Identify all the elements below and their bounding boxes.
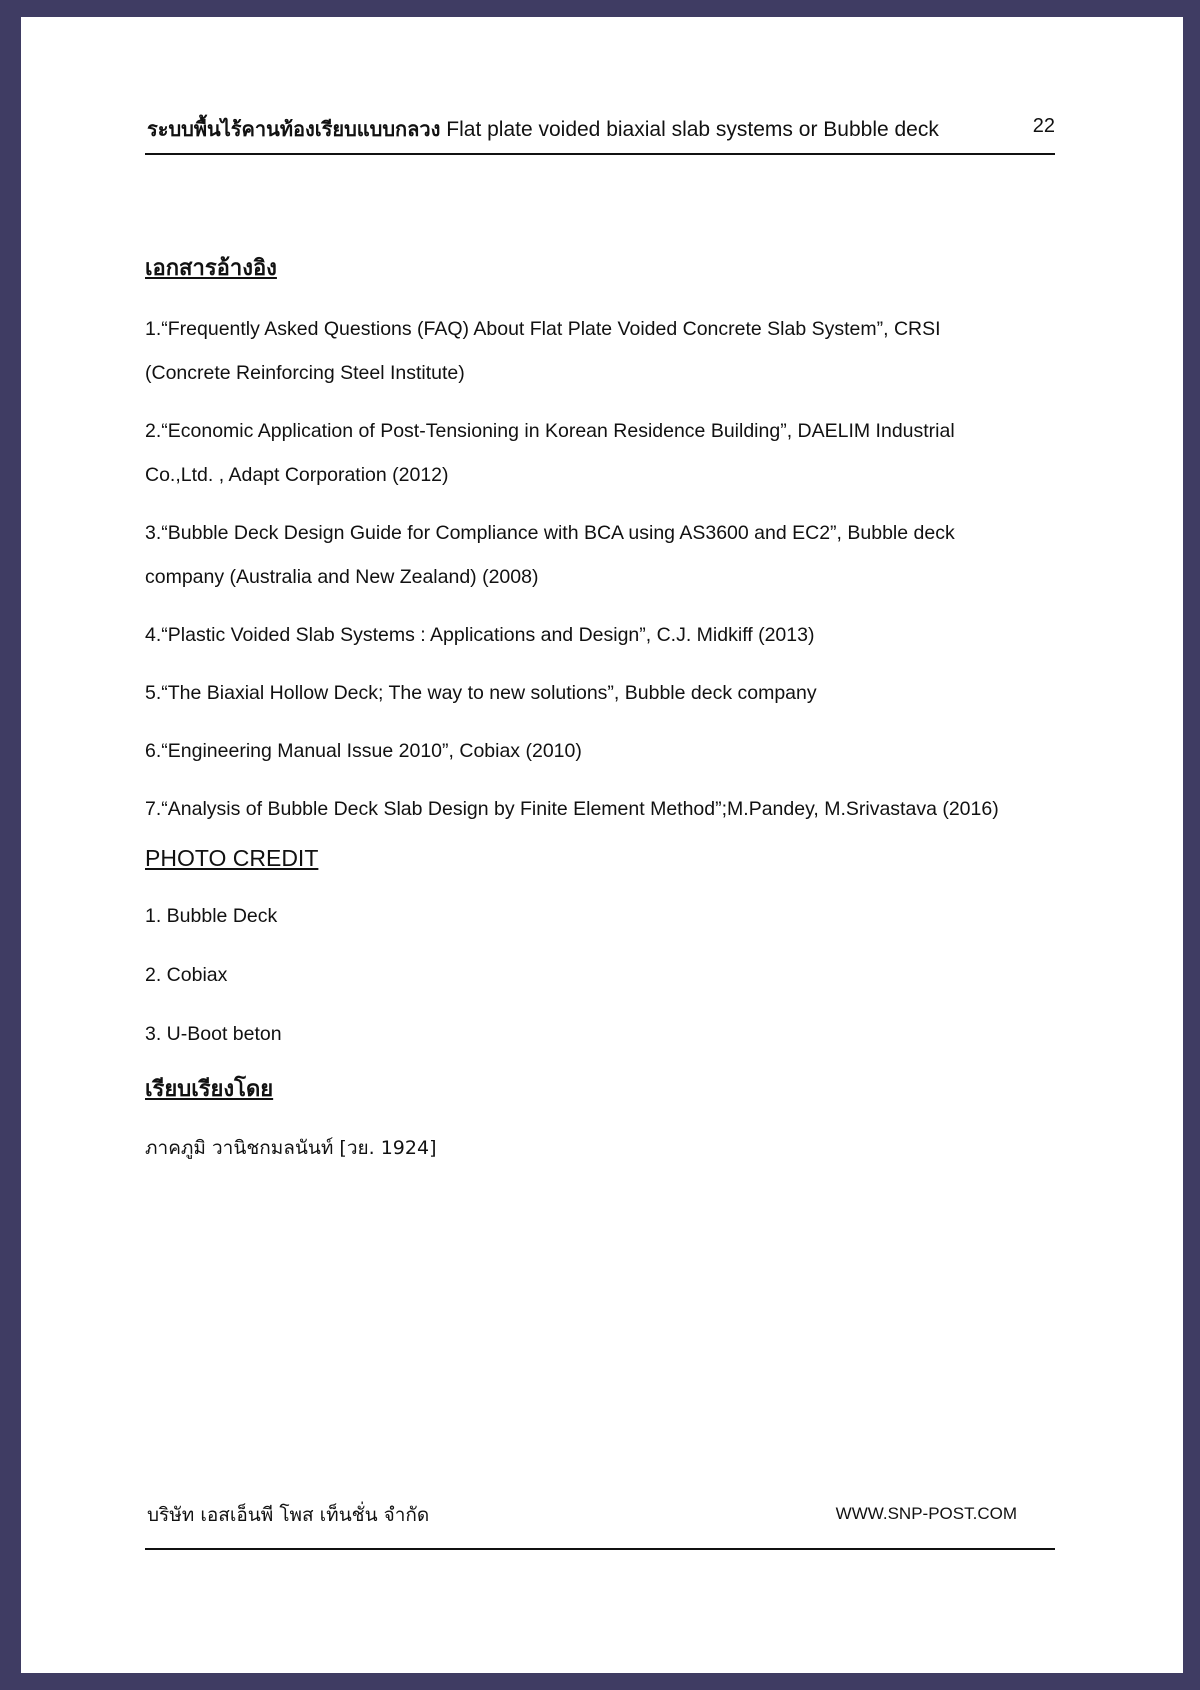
page-header xyxy=(145,113,1055,155)
reference-item-2: 2.“Economic Application of Post-Tensioning in Korean Residence Building”, DAELIM Industrial Co.,Ltd. , Adapt Corporation (2012) xyxy=(145,420,955,486)
photo-credit-item-3: 3. U-Boot beton xyxy=(145,1023,282,1045)
references-heading: เอกสารอ้างอิง xyxy=(145,256,277,281)
photo-credit-item-2: 2. Cobiax xyxy=(145,964,228,986)
header-title xyxy=(147,113,939,145)
page-content xyxy=(145,250,1025,1168)
reference-item-3: 3.“Bubble Deck Design Guide for Compliance with BCA using AS3600 and EC2”, Bubble deck company (Australia and New Zealand) (2008) xyxy=(145,522,955,588)
header-title-thai: ระบบพื้นไร้คานท้องเรียบแบบกลวง xyxy=(147,117,441,141)
photo-credit-item-1: 1. Bubble Deck xyxy=(145,905,278,927)
author-name: ภาคภูมิ วานิชกมลนันท์ [วย. 1924] xyxy=(145,1137,437,1159)
photo-credit-heading: PHOTO CREDIT xyxy=(145,845,319,871)
references-list xyxy=(145,307,1025,831)
footer-website-link[interactable]: WWW.SNP-POST.COM xyxy=(835,1504,1017,1523)
footer-company: บริษัท เอสเอ็นพี โพส เท็นชั่น จำกัด xyxy=(147,1504,430,1526)
header-title-english: Flat plate voided biaxial slab systems or Bubble deck xyxy=(446,118,939,141)
compiled-by-heading: เรียบเรียงโดย xyxy=(145,1077,274,1102)
reference-item-1: 1.“Frequently Asked Questions (FAQ) About Flat Plate Voided Concrete Slab System”, CRSI (Concrete Reinforcing Steel Institute) xyxy=(145,318,941,384)
reference-item-7: 7.“Analysis of Bubble Deck Slab Design by Finite Element Method”;M.Pandey, M.Srivastava (2016) xyxy=(145,798,999,820)
reference-item-6: 6.“Engineering Manual Issue 2010”, Cobiax (2010) xyxy=(145,740,582,762)
photo-credit-list xyxy=(145,894,1025,1056)
page-number: 22 xyxy=(1032,115,1055,137)
reference-item-4: 4.“Plastic Voided Slab Systems : Applications and Design”, C.J. Midkiff (2013) xyxy=(145,624,815,646)
page-footer xyxy=(145,1500,1055,1550)
reference-item-5: 5.“The Biaxial Hollow Deck; The way to new solutions”, Bubble deck company xyxy=(145,682,817,704)
